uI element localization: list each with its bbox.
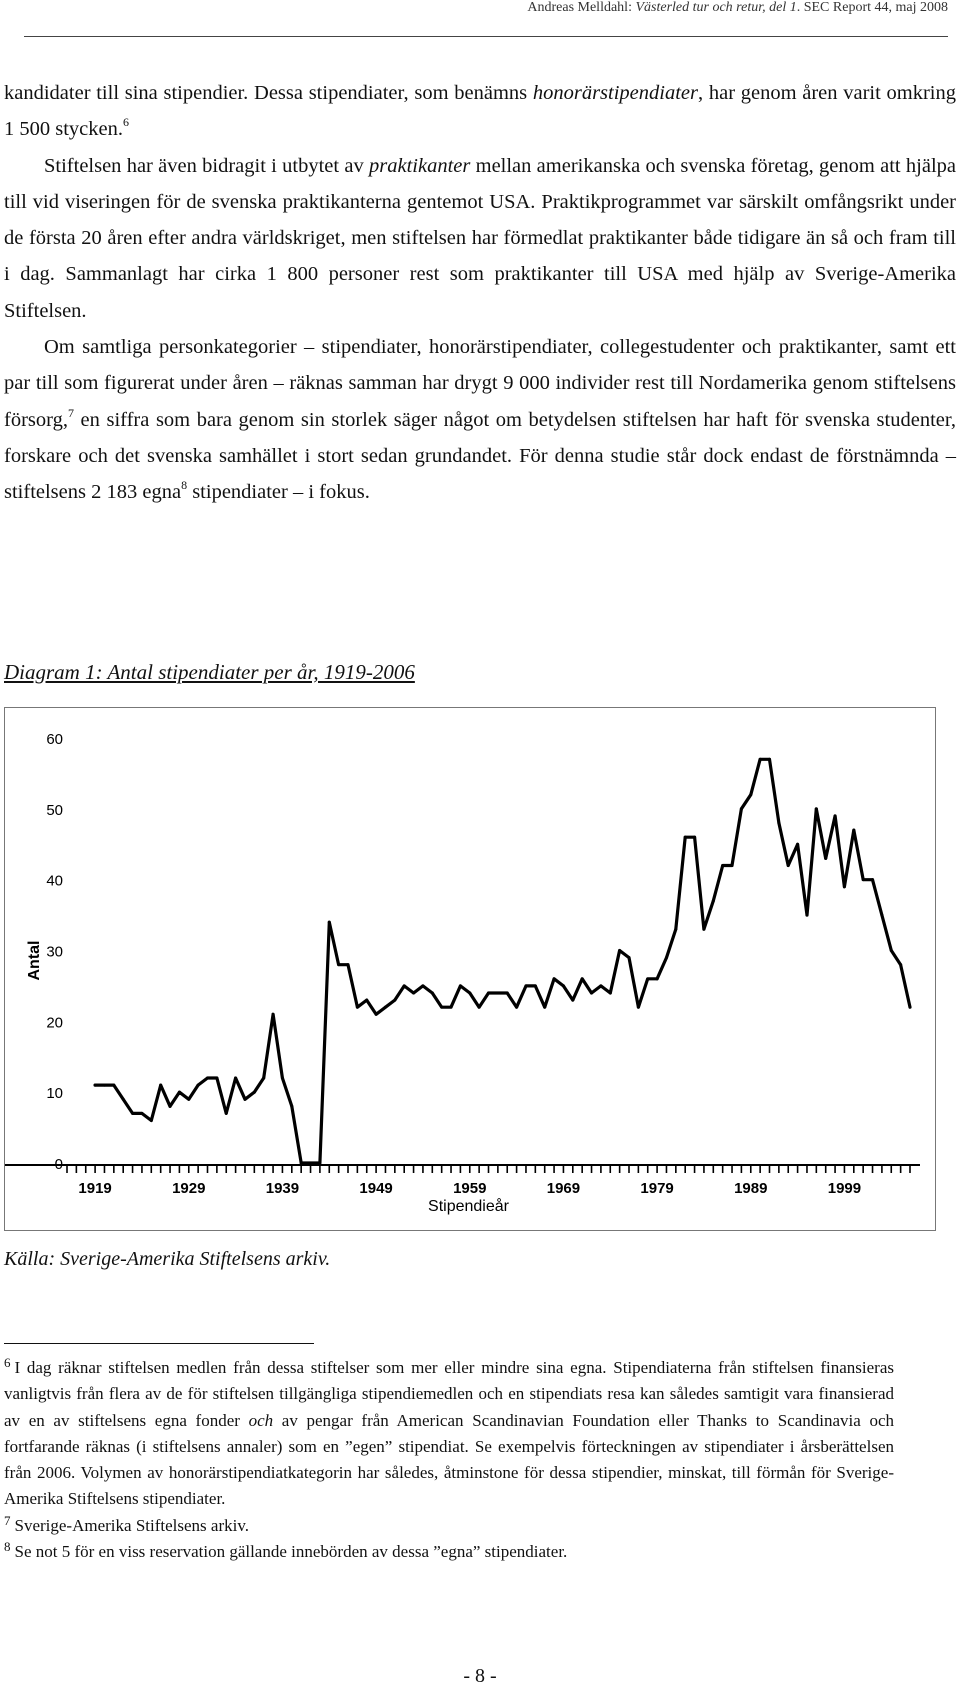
data-point <box>609 992 612 995</box>
chart-frame <box>4 707 936 1231</box>
paragraph-2: Stiftelsen har även bidragit i utbytet av praktikanter mellan amerikanska och svenska företag, genom att hjälpa till vid viseringen för de svenska praktikanterna gentemot USA. Praktikprogrammet var särskilt omfångsrikt under de första 20 åren efter andra världskriget, men stiftelsen har förmedlat praktikanter både tidigare än så och fram till i dag. Sammanlagt har cirka 1 800 personer rest som praktikanter till USA med hjälp av Sverige-Amerika Stiftelsen. <box>4 154 956 322</box>
data-point <box>796 843 799 846</box>
data-point <box>740 807 743 810</box>
data-point <box>328 921 331 924</box>
data-point <box>300 1162 303 1165</box>
data-point <box>431 992 434 995</box>
data-point <box>272 1013 275 1016</box>
data-point <box>656 977 659 980</box>
paragraph-1: kandidater till sina stipendier. Dessa stipendiater, som benämns honorärstipendiater, har genom åren varit omkring 1 500 stycken.$^6$ <box>4 82 956 141</box>
figure-caption: Diagram 1: Antal stipendiater per år, 1919-2006 <box>4 660 415 684</box>
data-point <box>871 878 874 881</box>
footnote-ref-6[interactable]: 6 <box>123 115 129 130</box>
data-point <box>515 1006 518 1009</box>
data-point <box>787 864 790 867</box>
data-point <box>178 1091 181 1094</box>
data-point <box>421 984 424 987</box>
data-point <box>215 1077 218 1080</box>
footnote-6: $^6$ I dag räknar stiftelsen medlen från dessa stiftelser som mer eller mindre sina egna. Stipendiaterna från stiftelsen finansieras vanligtvis från flera av de för stiftelsen tillgängliga stipendiemedlen och en stipendiats resa kan således samtigit vara finansierad av en av stiftelsens egna fonder och av pengar från American Scandinavian Foundation eller Thanks to Scandinavia och fortfarande räknas (i stiftelsens annaler) som en ”egen” stipendiat. Se exempelvis förteckningen av stipendiater i årsberättelsen från 2006. Volymen av honorärstipendiatkategorin har således, åtminstone för dessa stipendier, minskat, till förmån för Sverige-Amerika Stiftelsens stipendiater. <box>4 1355 894 1509</box>
data-point <box>412 992 415 995</box>
y-tick-label: 40 <box>46 872 63 890</box>
footnote-ref-8[interactable]: 8 <box>181 478 188 493</box>
x-tick-label: 1999 <box>827 1180 862 1197</box>
y-tick-label: 0 <box>54 1156 63 1173</box>
data-point <box>637 1006 640 1009</box>
data-point <box>543 1006 546 1009</box>
data-point <box>534 984 537 987</box>
data-point <box>834 814 837 817</box>
data-point <box>665 956 668 959</box>
data-point <box>206 1077 209 1080</box>
data-point <box>590 992 593 995</box>
data-point <box>721 864 724 867</box>
data-point <box>159 1084 162 1087</box>
data-point <box>122 1098 125 1101</box>
header-report: . SEC Report 44, maj 2008 <box>796 0 948 15</box>
data-point <box>131 1112 134 1115</box>
x-tick-label: 1979 <box>640 1180 674 1197</box>
data-point <box>909 1006 912 1009</box>
footnotes <box>4 1355 894 1565</box>
data-point <box>815 807 818 810</box>
x-axis-title: Stipendieår <box>428 1198 509 1215</box>
data-point <box>618 949 621 952</box>
x-tick-label: 1939 <box>265 1180 300 1197</box>
y-tick-label: 30 <box>46 943 63 961</box>
data-point <box>562 984 565 987</box>
footnote-rule <box>4 1343 314 1344</box>
data-point <box>506 992 509 995</box>
data-point <box>843 885 846 888</box>
data-point <box>234 1077 237 1080</box>
line-chart <box>5 708 935 1230</box>
data-point <box>880 914 883 917</box>
data-point <box>347 963 350 966</box>
data-point <box>805 914 808 917</box>
data-point <box>890 949 893 952</box>
data-point <box>749 793 752 796</box>
y-tick-label: 10 <box>46 1085 63 1103</box>
x-tick-label: 1949 <box>359 1180 393 1197</box>
data-point <box>243 1098 246 1101</box>
data-point <box>281 1077 284 1080</box>
data-point <box>253 1091 256 1094</box>
data-point <box>524 984 527 987</box>
data-point <box>712 899 715 902</box>
footnote-ref-7[interactable]: 7 <box>67 405 74 420</box>
data-point <box>440 1006 443 1009</box>
x-tick-label: 1969 <box>546 1180 581 1197</box>
data-point <box>702 928 705 931</box>
data-point <box>140 1112 143 1115</box>
data-point <box>581 977 584 980</box>
data-point <box>318 1162 321 1165</box>
x-tick-label: 1929 <box>172 1180 206 1197</box>
data-point <box>393 999 396 1002</box>
data-point <box>450 1006 453 1009</box>
data-point <box>309 1162 312 1165</box>
x-tick-label: 1919 <box>78 1180 112 1197</box>
data-point <box>684 836 687 839</box>
data-point <box>112 1084 115 1087</box>
data-point <box>365 999 368 1002</box>
data-point <box>899 963 902 966</box>
data-point <box>337 963 340 966</box>
data-point <box>628 956 631 959</box>
data-point <box>459 984 462 987</box>
data-point <box>777 822 780 825</box>
data-point <box>225 1112 228 1115</box>
data-point <box>768 758 771 761</box>
data-point <box>150 1119 153 1122</box>
data-point <box>356 1006 359 1009</box>
data-point <box>478 1006 481 1009</box>
data-point <box>693 836 696 839</box>
y-axis-title: Antal <box>26 940 43 981</box>
data-point <box>384 1006 387 1009</box>
data-point <box>862 878 865 881</box>
data-point <box>852 829 855 832</box>
body-text <box>4 75 956 511</box>
data-point <box>169 1105 172 1108</box>
footnote-7: $^7$ Sverige-Amerika Stiftelsens arkiv. <box>4 1512 249 1535</box>
data-point <box>571 999 574 1002</box>
x-tick-label: 1959 <box>453 1180 487 1197</box>
footnote-8: $^8$ Se not 5 för en viss reservation gällande innebörden av dessa ”egna” stipendiater. <box>4 1539 568 1562</box>
data-point <box>599 984 602 987</box>
y-tick-label: 50 <box>46 801 63 819</box>
data-point <box>759 758 762 761</box>
data-point <box>468 992 471 995</box>
data-point <box>824 857 827 860</box>
data-point <box>674 928 677 931</box>
y-tick-label: 60 <box>46 731 63 748</box>
header-title: Västerled tur och retur, del 1 <box>635 0 797 15</box>
paragraph-3: Om samtliga personkategorier – stipendiater, honorärstipendiater, collegestudenter och praktikanter, samt ett par till som figurerat under åren – räknas samman har drygt 9 000 individer rest till Nordamerika genom stiftelsens försorg,$^7$ en siffra som bara genom sin storlek säger något om betydelsen stiftelsen har haft för svenska studenter, forskare och det svenska samhället i stort sedan grundandet. För denna studie står dock endast de förstnämnda – stiftelsens 2 183 egna$^8$ stipendiater – i fokus. <box>4 336 956 504</box>
running-header <box>0 0 948 22</box>
data-point <box>375 1013 378 1016</box>
data-point <box>103 1084 106 1087</box>
data-point <box>197 1084 200 1087</box>
x-tick-label: 1989 <box>734 1180 768 1197</box>
header-author: Andreas Melldahl: <box>527 0 636 15</box>
data-point <box>731 864 734 867</box>
data-point <box>403 984 406 987</box>
header-rule <box>24 36 948 37</box>
data-point <box>646 977 649 980</box>
figure-source: Källa: Sverige-Amerika Stiftelsens arkiv. <box>4 1248 331 1270</box>
series-line <box>95 759 910 1163</box>
data-point <box>187 1098 190 1101</box>
page-number: - 8 - <box>463 1665 497 1687</box>
data-point <box>496 992 499 995</box>
y-tick-label: 20 <box>46 1014 63 1032</box>
data-point <box>262 1077 265 1080</box>
data-point <box>94 1084 97 1087</box>
data-point <box>290 1105 293 1108</box>
data-point <box>487 992 490 995</box>
data-point <box>553 977 556 980</box>
